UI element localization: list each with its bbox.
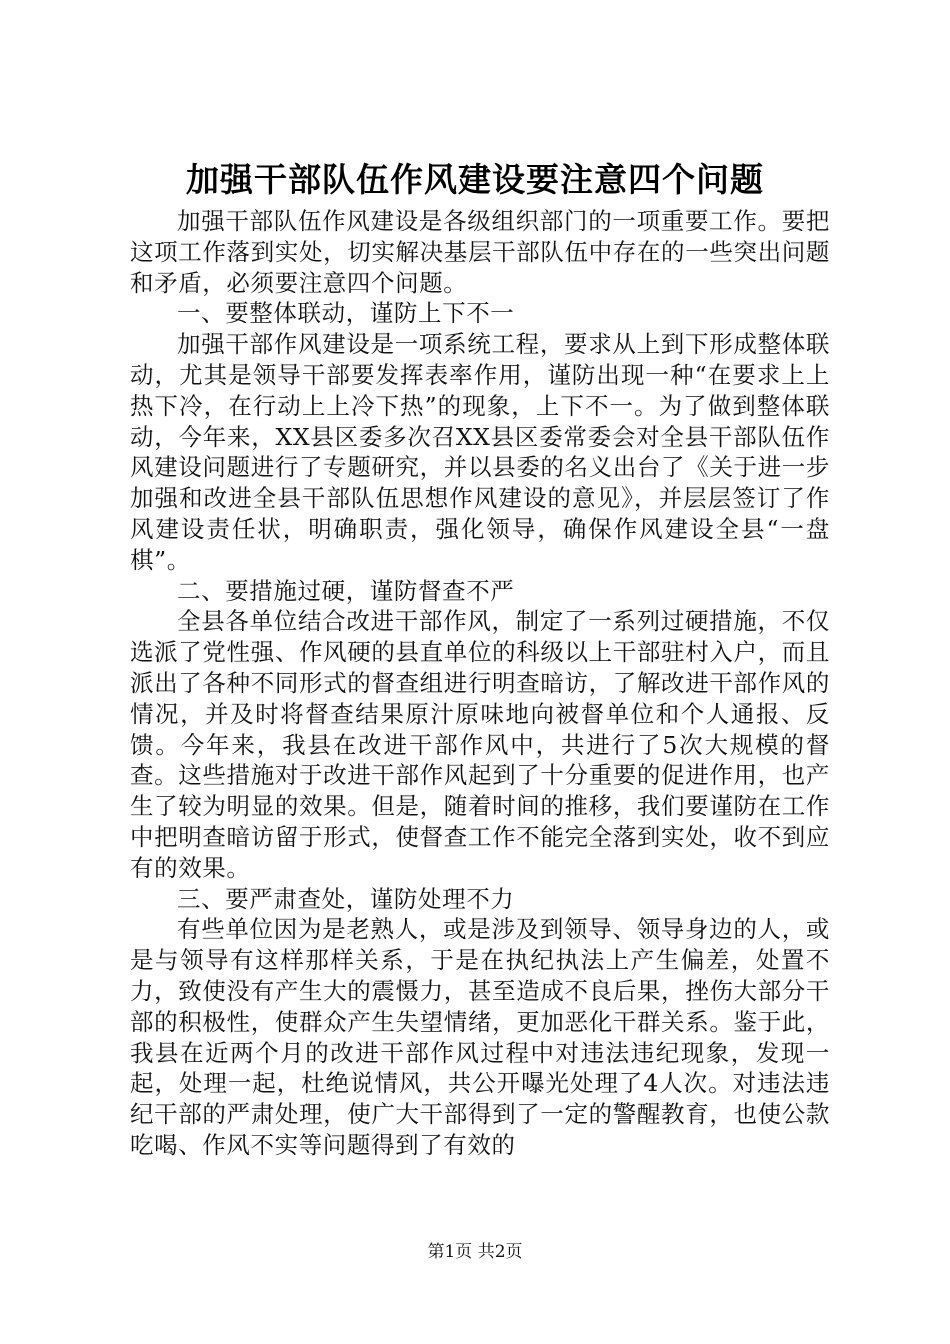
section-heading-1: 一、要整体联动，谨防上下不一 [177, 299, 515, 328]
section-2-paragraph: 全县各单位结合改进干部作风，制定了一系列过硬措施，不仅选派了党性强、作风硬的县直单位的科级以上干部驻村入户，而且派出了各种不同形式的督查组进行明查暗访，了解改进干部作风的情况，并及时将督查结果原汁原味地向被督单位和个人通报、反馈。今年来，我县在改进干部作风中，共进行了5次大规模的督查。这些措施对于改进干部作风起到了十分重要的促进作用，也产生了较为明显的效果。但是，随着时间的推移，我们要谨防在工作中把明查暗访留于形式，使督查工作不能完全落到实处，收不到应有的效果。 [130, 607, 830, 882]
page-number-footer: 第1页 共2页 [427, 1242, 523, 1262]
section-1-paragraph: 加强干部作风建设是一项系统工程，要求从上到下形成整体联动，尤其是领导干部要发挥表率作用，谨防出现一种“在要求上上热下冷，在行动上上冷下热”的现象，上下不一。为了做到整体联动，今年来，XX县区委多次召XX县区委常委会对全县干部队伍作风建设问题进行了专题研究，并以县委的名义出台了《关于进一步加强和改进全县干部队伍思想作风建设的意见》，并层层签订了作风建设责任状，明确职责，强化领导，确保作风建设全县“一盘棋”。 [130, 330, 830, 574]
document-body [130, 206, 830, 1161]
intro-paragraph: 加强干部队伍作风建设是各级组织部门的一项重要工作。要把这项工作落到实处，切实解决基层干部队伍中存在的一些突出问题和矛盾，必须要注意四个问题。 [130, 207, 830, 297]
document-title: 加强干部队伍作风建设要注意四个问题 [186, 160, 764, 199]
section-heading-3: 三、要严肃查处，谨防处理不力 [177, 884, 515, 913]
section-heading-2: 二、要措施过硬，谨防督查不严 [177, 576, 515, 605]
section-3-paragraph: 有些单位因为是老熟人，或是涉及到领导、领导身边的人，或是与领导有这样那样关系，于是在执纪执法上产生偏差，处置不力，致使没有产生大的震慑力，甚至造成不良后果，挫伤大部分干部的积极性，使群众产生失望情绪，更加恶化干群关系。鉴于此，我县在近两个月的改进干部作风过程中对违法违纪现象，发现一起，处理一起，杜绝说情风，共公开曝光处理了4人次。对违法违纪干部的严肃处理，使广大干部得到了一定的警醒教育，也使公款吃喝、作风不实等问题得到了有效的 [130, 915, 830, 1159]
